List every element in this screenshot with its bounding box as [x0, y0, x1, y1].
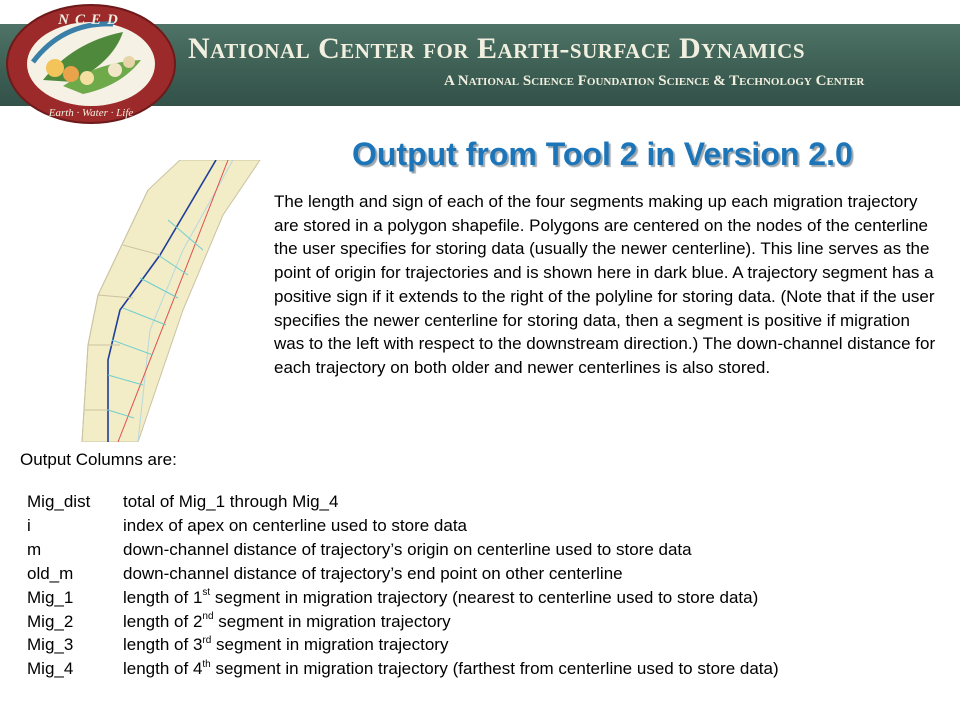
description-text: length of 1 — [123, 587, 203, 607]
nced-logo — [3, 2, 179, 126]
description-text: segment in migration trajectory — [211, 635, 449, 655]
column-description — [123, 586, 758, 610]
description-paragraph: The length and sign of each of the four segments making up each migration trajectory are stored in a polygon shapefile. Polygons are centered on the nodes of the centerline the user specifies for storing data (usually the newer centerline). This line serves as the point of origin for trajectories and is shown here in dark blue. A trajectory segment has a positive sign if it extends to the right of the polyline for storing data. (Note that if the user specifies the newer centerline for storing data, then a segment is positive if migration was to the left with respect to the downstream direction.) The down-channel distance for each trajectory on both older and newer centerlines is also stored. — [274, 192, 936, 377]
column-row — [27, 657, 779, 681]
column-row — [27, 633, 779, 657]
column-row — [27, 538, 779, 562]
description-text: length of 3 — [123, 635, 203, 655]
column-name: m — [27, 539, 42, 559]
description-text: segment in migration trajectory (nearest to centerline used to store data) — [210, 587, 759, 607]
description-text: length of 4 — [123, 659, 203, 679]
column-description: index of apex on centerline used to store data — [123, 515, 468, 535]
column-description — [123, 633, 448, 657]
description-text: segment in migration trajectory — [213, 611, 451, 631]
column-description — [123, 610, 451, 634]
column-description: down-channel distance of trajectory’s origin on centerline used to store data — [123, 539, 692, 559]
column-description — [123, 657, 779, 681]
column-name: old_m — [27, 563, 74, 583]
column-description: down-channel distance of trajectory’s end point on other centerline — [123, 563, 623, 583]
output-columns-list — [27, 490, 779, 681]
ordinal-suffix: th — [202, 658, 211, 670]
header-title: National Center for Earth-surface Dynamics — [188, 32, 806, 65]
column-name: Mig_2 — [27, 611, 74, 631]
column-name: Mig_1 — [27, 587, 74, 607]
logo-bottom-text: Earth · Water · Life — [48, 107, 134, 119]
ordinal-suffix: nd — [202, 610, 214, 622]
column-row — [27, 586, 779, 610]
channel-migration-figure — [78, 160, 262, 442]
slide-title: Output from Tool 2 in Version 2.0 — [352, 136, 853, 172]
header-subtitle: A National Science Foundation Science & Technology Center — [444, 73, 865, 89]
column-name: Mig_3 — [27, 635, 74, 655]
column-name: Mig_4 — [27, 659, 74, 679]
ordinal-suffix: st — [202, 586, 211, 598]
column-name: i — [27, 515, 31, 535]
column-row — [27, 490, 779, 514]
description-text: length of 2 — [123, 611, 203, 631]
column-row — [27, 562, 779, 586]
logo-top-text: NCED — [58, 12, 124, 28]
column-row — [27, 610, 779, 634]
column-row — [27, 514, 779, 538]
column-description: total of Mig_1 through Mig_4 — [123, 492, 339, 511]
column-name: Mig_dist — [27, 492, 91, 511]
description-text: segment in migration trajectory (farthest from centerline used to store data) — [210, 659, 779, 679]
ordinal-suffix: rd — [202, 634, 212, 646]
output-columns-heading: Output Columns are: — [20, 450, 177, 469]
